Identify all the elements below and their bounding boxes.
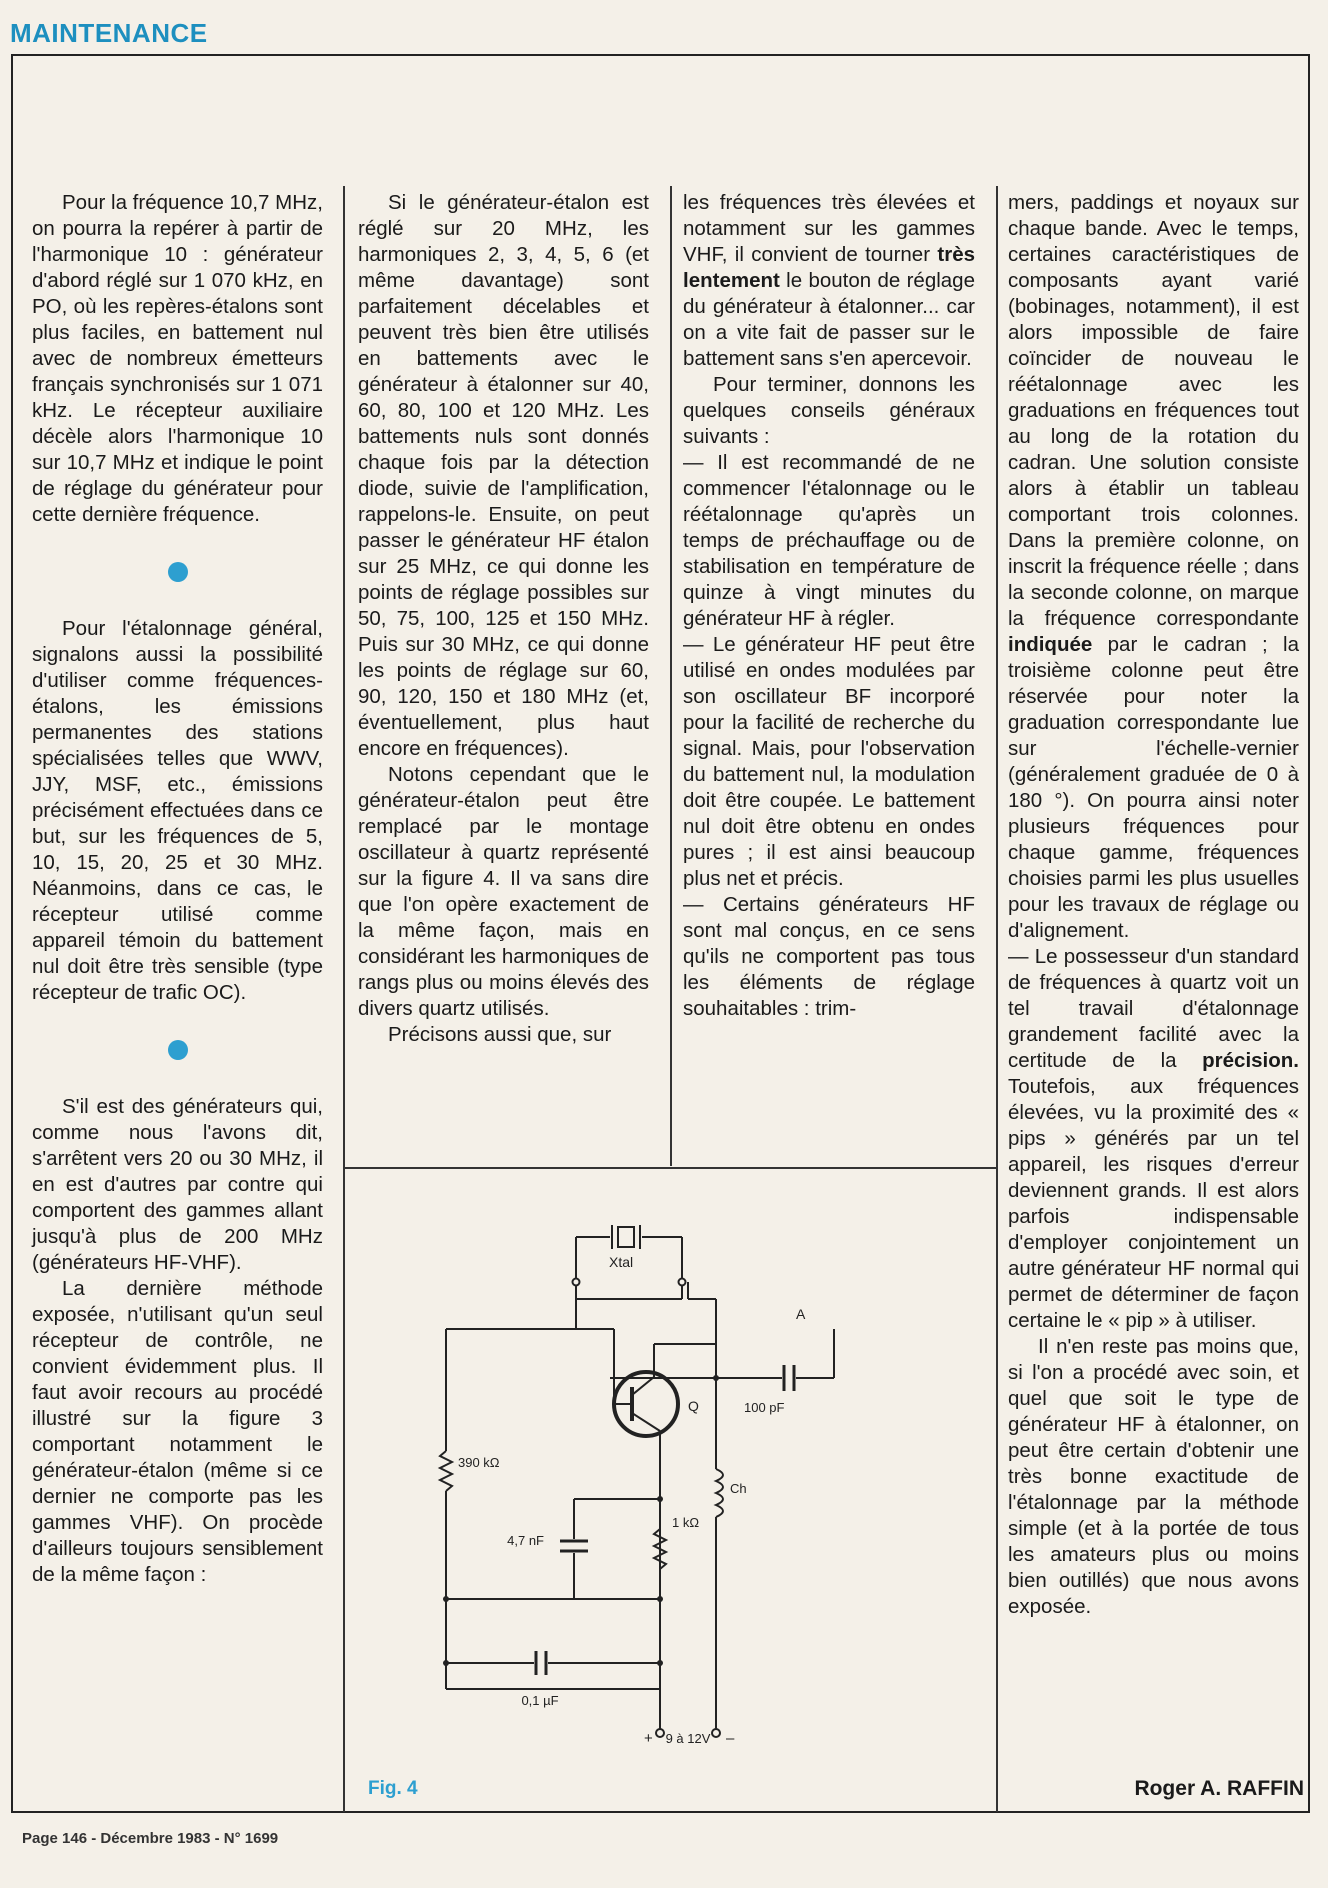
col1-paragraph-4: La dernière méthode exposée, n'utilisant qu'un seul récepteur de contrôle, ne convient évidemment plus. Il faut avoir recours au procédé illustré sur la figure 3 comportant notamment le générateur-étalon (même si ce dernier ne comporte pas les gammes VHF). On procède d'ailleurs toujours sensiblement de la même façon : [32,1277,323,1586]
terminal-plus [656,1729,664,1737]
column-divider-2 [670,186,672,1166]
author: Roger A. RAFFIN [1134,1777,1304,1800]
column-4 [1008,190,1299,1620]
resistor-390k [440,1451,452,1491]
figure-4-schematic [344,1169,996,1809]
col3-paragraph-3: — Il est recommandé de ne commencer l'étalonnage ou le réétalonnage qu'après un temps de préchauffage ou de stabilisation en température de quinze à vingt minutes du générateur HF à régler. [683,451,975,630]
junction-dot [657,1496,663,1502]
label-minus: – [726,1730,735,1747]
terminal [573,1279,580,1286]
junction-dot [443,1596,449,1602]
label-plus: + [644,1730,653,1747]
terminal-minus [712,1729,720,1737]
col3-paragraph-2: Pour terminer, donnons les quelques conseils généraux suivants : [683,373,975,448]
label-c2: 0,1 µF [521,1693,559,1708]
label-c1: 4,7 nF [507,1533,544,1548]
label-r2: 1 kΩ [672,1515,700,1530]
bullet-dot [168,1040,188,1060]
label-antenna: A [796,1306,806,1322]
label-xtal: Xtal [609,1254,634,1270]
col2-paragraph-3: Précisons aussi que, sur [388,1023,612,1046]
transistor-collector [632,1377,654,1395]
label-supply: 9 à 12V [665,1731,711,1746]
junction-dot [443,1660,449,1666]
col3-paragraph-5: — Certains générateurs HF sont mal conçus, en ce sens qu'ils ne comportent pas tous les éléments de réglage souhaitables : trim- [683,893,975,1020]
choke-coil [716,1469,723,1517]
junction-dot [713,1375,719,1381]
col1-paragraph-3: S'il est des générateurs qui, comme nous l'avons dit, s'arrêtent vers 20 ou 30 MHz, il en est d'autres par contre qui comportent des gammes allant jusqu'à plus de 200 MHz (générateurs HF-VHF). [32,1095,323,1274]
bullet-dot [168,562,188,582]
section-title: MAINTENANCE [10,18,208,48]
terminal [679,1279,686,1286]
junction-dot [657,1596,663,1602]
label-r1: 390 kΩ [458,1455,500,1470]
col2-paragraph-1: Si le générateur-étalon est réglé sur 20 MHz, les harmoniques 2, 3, 4, 5, 6 (et même davantage) sont parfaitement décelables et peuvent très bien être utilisés en battements avec le générateur à étalonner sur 40, 60, 80, 100 et 120 MHz. Les battements nuls sont donnés chaque fois par la détection diode, suivie de l'amplification, rappelons-le. Ensuite, on peut passer le générateur HF étalon sur 25 MHz, ce qui donne les points de réglage possibles sur 50, 75, 100, 125 et 150 MHz. Puis sur 30 MHz, ce qui donne les points de réglage sur 60, 90, 120, 150 et 180 MHz (et, éventuellement, plus haut encore en fréquences). [358,191,649,760]
col3-paragraph-1: les fréquences très élevées et notamment sur les gammes VHF, il convient de tourner très lentement le bouton de réglage du générateur à étalonner... car on a vite fait de passer sur le battement sans s'en apercevoir. [683,191,975,370]
col3-paragraph-4: — Le générateur HF peut être utilisé en ondes modulées par son oscillateur BF incorporé pour la facilité de recherche du signal. Mais, pour l'observation du battement nul, la modulation doit être coupée. Le battement nul doit être obtenu en ondes pures ; il est ainsi beaucoup plus net et précis. [683,633,975,890]
col1-paragraph-1: Pour la fréquence 10,7 MHz, on pourra la repérer à partir de l'harmonique 10 : générateur d'abord réglé sur 1 070 kHz, en PO, où les repères-étalons sont plus faciles, en battement nul avec de nombreux émetteurs français synchronisés sur 1 071 kHz. Le récepteur auxiliaire décèle alors l'harmonique 10 sur 10,7 MHz et indique le point de réglage du générateur pour cette dernière fréquence. [32,191,323,526]
label-cap-out: 100 pF [744,1400,785,1415]
col4-paragraph-3: Il n'en reste pas moins que, si l'on a procédé avec soin, et quel que soit le type de générateur HF à étalonner, on peut être certain d'obtenir une très bonne exactitude de l'étalonnage par la méthode simple (et à la portée de tous les amateurs plus ou moins bien outillés) que nous avons exposée. [1008,1335,1299,1618]
column-2 [358,190,649,1048]
column-divider-3 [996,186,998,1812]
col2-paragraph-2: Notons cependant que le générateur-étalon peut être remplacé par le montage oscillateur à quartz représenté sur la figure 4. Il va sans dire que l'on opère exactement de la même façon, mais en considérant les harmoniques de rangs plus ou moins élevés des divers quartz utilisés. [358,763,649,1020]
col1-paragraph-2: Pour l'étalonnage général, signalons aussi la possibilité d'utiliser comme fréquences-étalons, les émissions permanentes des stations spécialisées telles que WWV, JJY, MSF, etc., émissions précisément effectuées dans ce but, sur les fréquences de 5, 10, 15, 20, 25 et 30 MHz. Néanmoins, dans ce cas, le récepteur utilisé comme appareil témoin du battement nul doit être très sensible (type récepteur de trafic OC). [32,617,323,1004]
label-transistor: Q [688,1398,699,1414]
label-choke: Ch [730,1481,747,1496]
column-1 [32,190,323,1588]
col4-paragraph-1: mers, paddings et noyaux sur chaque bande. Avec le temps, certaines caractéristiques de composants ayant varié (bobinages, notamment), il est alors impossible de faire coïncider de nouveau le réétalonnage avec les graduations en fréquences tout au long de la rotation du cadran. Une solution consiste alors à établir un tableau comportant trois colonnes. Dans la première colonne, on inscrit la fréquence réelle ; dans la seconde colonne, on marque la fréquence correspondante indiquée par le cadran ; la troisième colonne peut être réservée pour noter la graduation correspondante lue sur l'échelle-vernier (généralement graduée de 0 à 180 °). On pourra ainsi noter plusieurs fréquences pour chaque gamme, fréquences choisies parmi les plus usuelles pour les travaux de réglage ou d'alignement. [1008,191,1299,942]
transistor-emitter [632,1413,660,1431]
column-3 [683,190,975,1022]
figure-caption: Fig. 4 [368,1778,418,1799]
junction-dot [657,1660,663,1666]
page-footer: Page 146 - Décembre 1983 - N° 1699 [22,1830,279,1847]
crystal-body [618,1227,634,1247]
col4-paragraph-2: — Le possesseur d'un standard de fréquences à quartz voit un tel travail d'étalonnage grandement facilité avec la certitude de la précision. Toutefois, aux fréquences élevées, vu la proximité des « pips » générés par un tel appareil, les risques d'erreur deviennent grands. Il est alors parfois indispensable d'employer conjointement un autre générateur HF normal qui permet de déterminer de façon certaine le « pip » à utiliser. [1008,945,1299,1332]
